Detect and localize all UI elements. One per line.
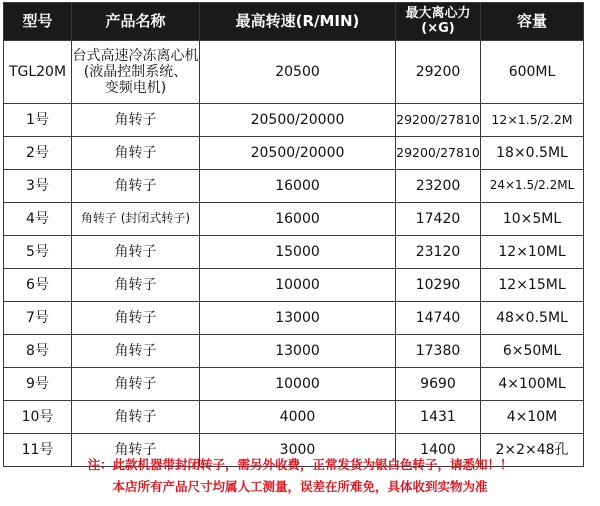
note-closed-rotor: 注：此款机器带封闭转子，需另外收费，正常发货为银白色转子，请悉知！！ bbox=[87, 457, 513, 472]
spec-table bbox=[3, 2, 584, 467]
cell-speed: 10000 bbox=[200, 368, 396, 401]
cell-force: 14740 bbox=[396, 302, 481, 335]
cell-name: 角转子 (封闭式转子) bbox=[72, 203, 200, 236]
cell-capacity: 10×5ML bbox=[481, 203, 584, 236]
cell-force: 1400 bbox=[396, 434, 481, 467]
cell-speed: 16000 bbox=[200, 203, 396, 236]
cell-name: 角转子 bbox=[72, 269, 200, 302]
cell-capacity: 24×1.5/2.2ML bbox=[481, 170, 584, 203]
cell-speed: 16000 bbox=[200, 170, 396, 203]
cell-model: 10号 bbox=[4, 401, 72, 434]
cell-name: 角转子 bbox=[72, 236, 200, 269]
cell-model: 6号 bbox=[4, 269, 72, 302]
cell-force: 10290 bbox=[396, 269, 481, 302]
header-speed: 最高转速(R/MIN) bbox=[200, 3, 396, 41]
cell-force: 9690 bbox=[396, 368, 481, 401]
cell-model: 11号 bbox=[4, 434, 72, 467]
table-row bbox=[4, 335, 584, 368]
cell-model: 4号 bbox=[4, 203, 72, 236]
cell-speed: 20500 bbox=[200, 41, 396, 104]
cell-model: TGL20M bbox=[4, 41, 72, 104]
cell-force: 17420 bbox=[396, 203, 481, 236]
cell-name: 台式高速冷冻离心机 (液晶控制系统、 变频电机) bbox=[72, 41, 200, 104]
cell-capacity: 18×0.5ML bbox=[481, 137, 584, 170]
cell-capacity: 12×1.5/2.2M bbox=[481, 104, 584, 137]
table-row bbox=[4, 368, 584, 401]
cell-model: 1号 bbox=[4, 104, 72, 137]
cell-speed: 10000 bbox=[200, 269, 396, 302]
cell-capacity: 6×50ML bbox=[481, 335, 584, 368]
cell-speed: 20500/20000 bbox=[200, 137, 396, 170]
cell-capacity: 4×100ML bbox=[481, 368, 584, 401]
cell-force: 29200 bbox=[396, 41, 481, 104]
cell-model: 9号 bbox=[4, 368, 72, 401]
table-row bbox=[4, 137, 584, 170]
header-capacity: 容量 bbox=[481, 3, 584, 41]
cell-model: 7号 bbox=[4, 302, 72, 335]
cell-capacity: 12×10ML bbox=[481, 236, 584, 269]
cell-speed: 15000 bbox=[200, 236, 396, 269]
cell-model: 2号 bbox=[4, 137, 72, 170]
table-row bbox=[4, 236, 584, 269]
cell-name: 角转子 bbox=[72, 170, 200, 203]
cell-capacity: 600ML bbox=[481, 41, 584, 104]
cell-force: 29200/27810 bbox=[396, 137, 481, 170]
table-row bbox=[4, 302, 584, 335]
table-row bbox=[4, 41, 584, 104]
header-force: 最大离心力 (×G) bbox=[396, 3, 481, 41]
cell-capacity: 2×2×48孔 bbox=[481, 434, 584, 467]
cell-name: 角转子 bbox=[72, 434, 200, 467]
cell-name: 角转子 bbox=[72, 104, 200, 137]
table-row bbox=[4, 401, 584, 434]
header-model: 型号 bbox=[4, 3, 72, 41]
cell-name: 角转子 bbox=[72, 401, 200, 434]
cell-force: 23200 bbox=[396, 170, 481, 203]
note-measurement: 本店所有产品尺寸均属人工测量，误差在所难免，具体收到实物为准 bbox=[112, 479, 488, 494]
cell-speed: 13000 bbox=[200, 335, 396, 368]
cell-name: 角转子 bbox=[72, 137, 200, 170]
table-row bbox=[4, 203, 584, 236]
cell-force: 29200/27810 bbox=[396, 104, 481, 137]
cell-model: 3号 bbox=[4, 170, 72, 203]
cell-speed: 13000 bbox=[200, 302, 396, 335]
cell-force: 23120 bbox=[396, 236, 481, 269]
header-name: 产品名称 bbox=[72, 3, 200, 41]
cell-capacity: 4×10M bbox=[481, 401, 584, 434]
table-row bbox=[4, 269, 584, 302]
cell-force: 17380 bbox=[396, 335, 481, 368]
cell-capacity: 12×15ML bbox=[481, 269, 584, 302]
cell-name: 角转子 bbox=[72, 335, 200, 368]
cell-speed: 4000 bbox=[200, 401, 396, 434]
cell-model: 5号 bbox=[4, 236, 72, 269]
cell-name: 角转子 bbox=[72, 302, 200, 335]
cell-name: 角转子 bbox=[72, 368, 200, 401]
table-row bbox=[4, 170, 584, 203]
cell-speed: 3000 bbox=[200, 434, 396, 467]
table-row bbox=[4, 104, 584, 137]
notes bbox=[0, 454, 600, 498]
cell-force: 1431 bbox=[396, 401, 481, 434]
cell-speed: 20500/20000 bbox=[200, 104, 396, 137]
table-header-row bbox=[4, 3, 584, 41]
cell-capacity: 48×0.5ML bbox=[481, 302, 584, 335]
cell-model: 8号 bbox=[4, 335, 72, 368]
